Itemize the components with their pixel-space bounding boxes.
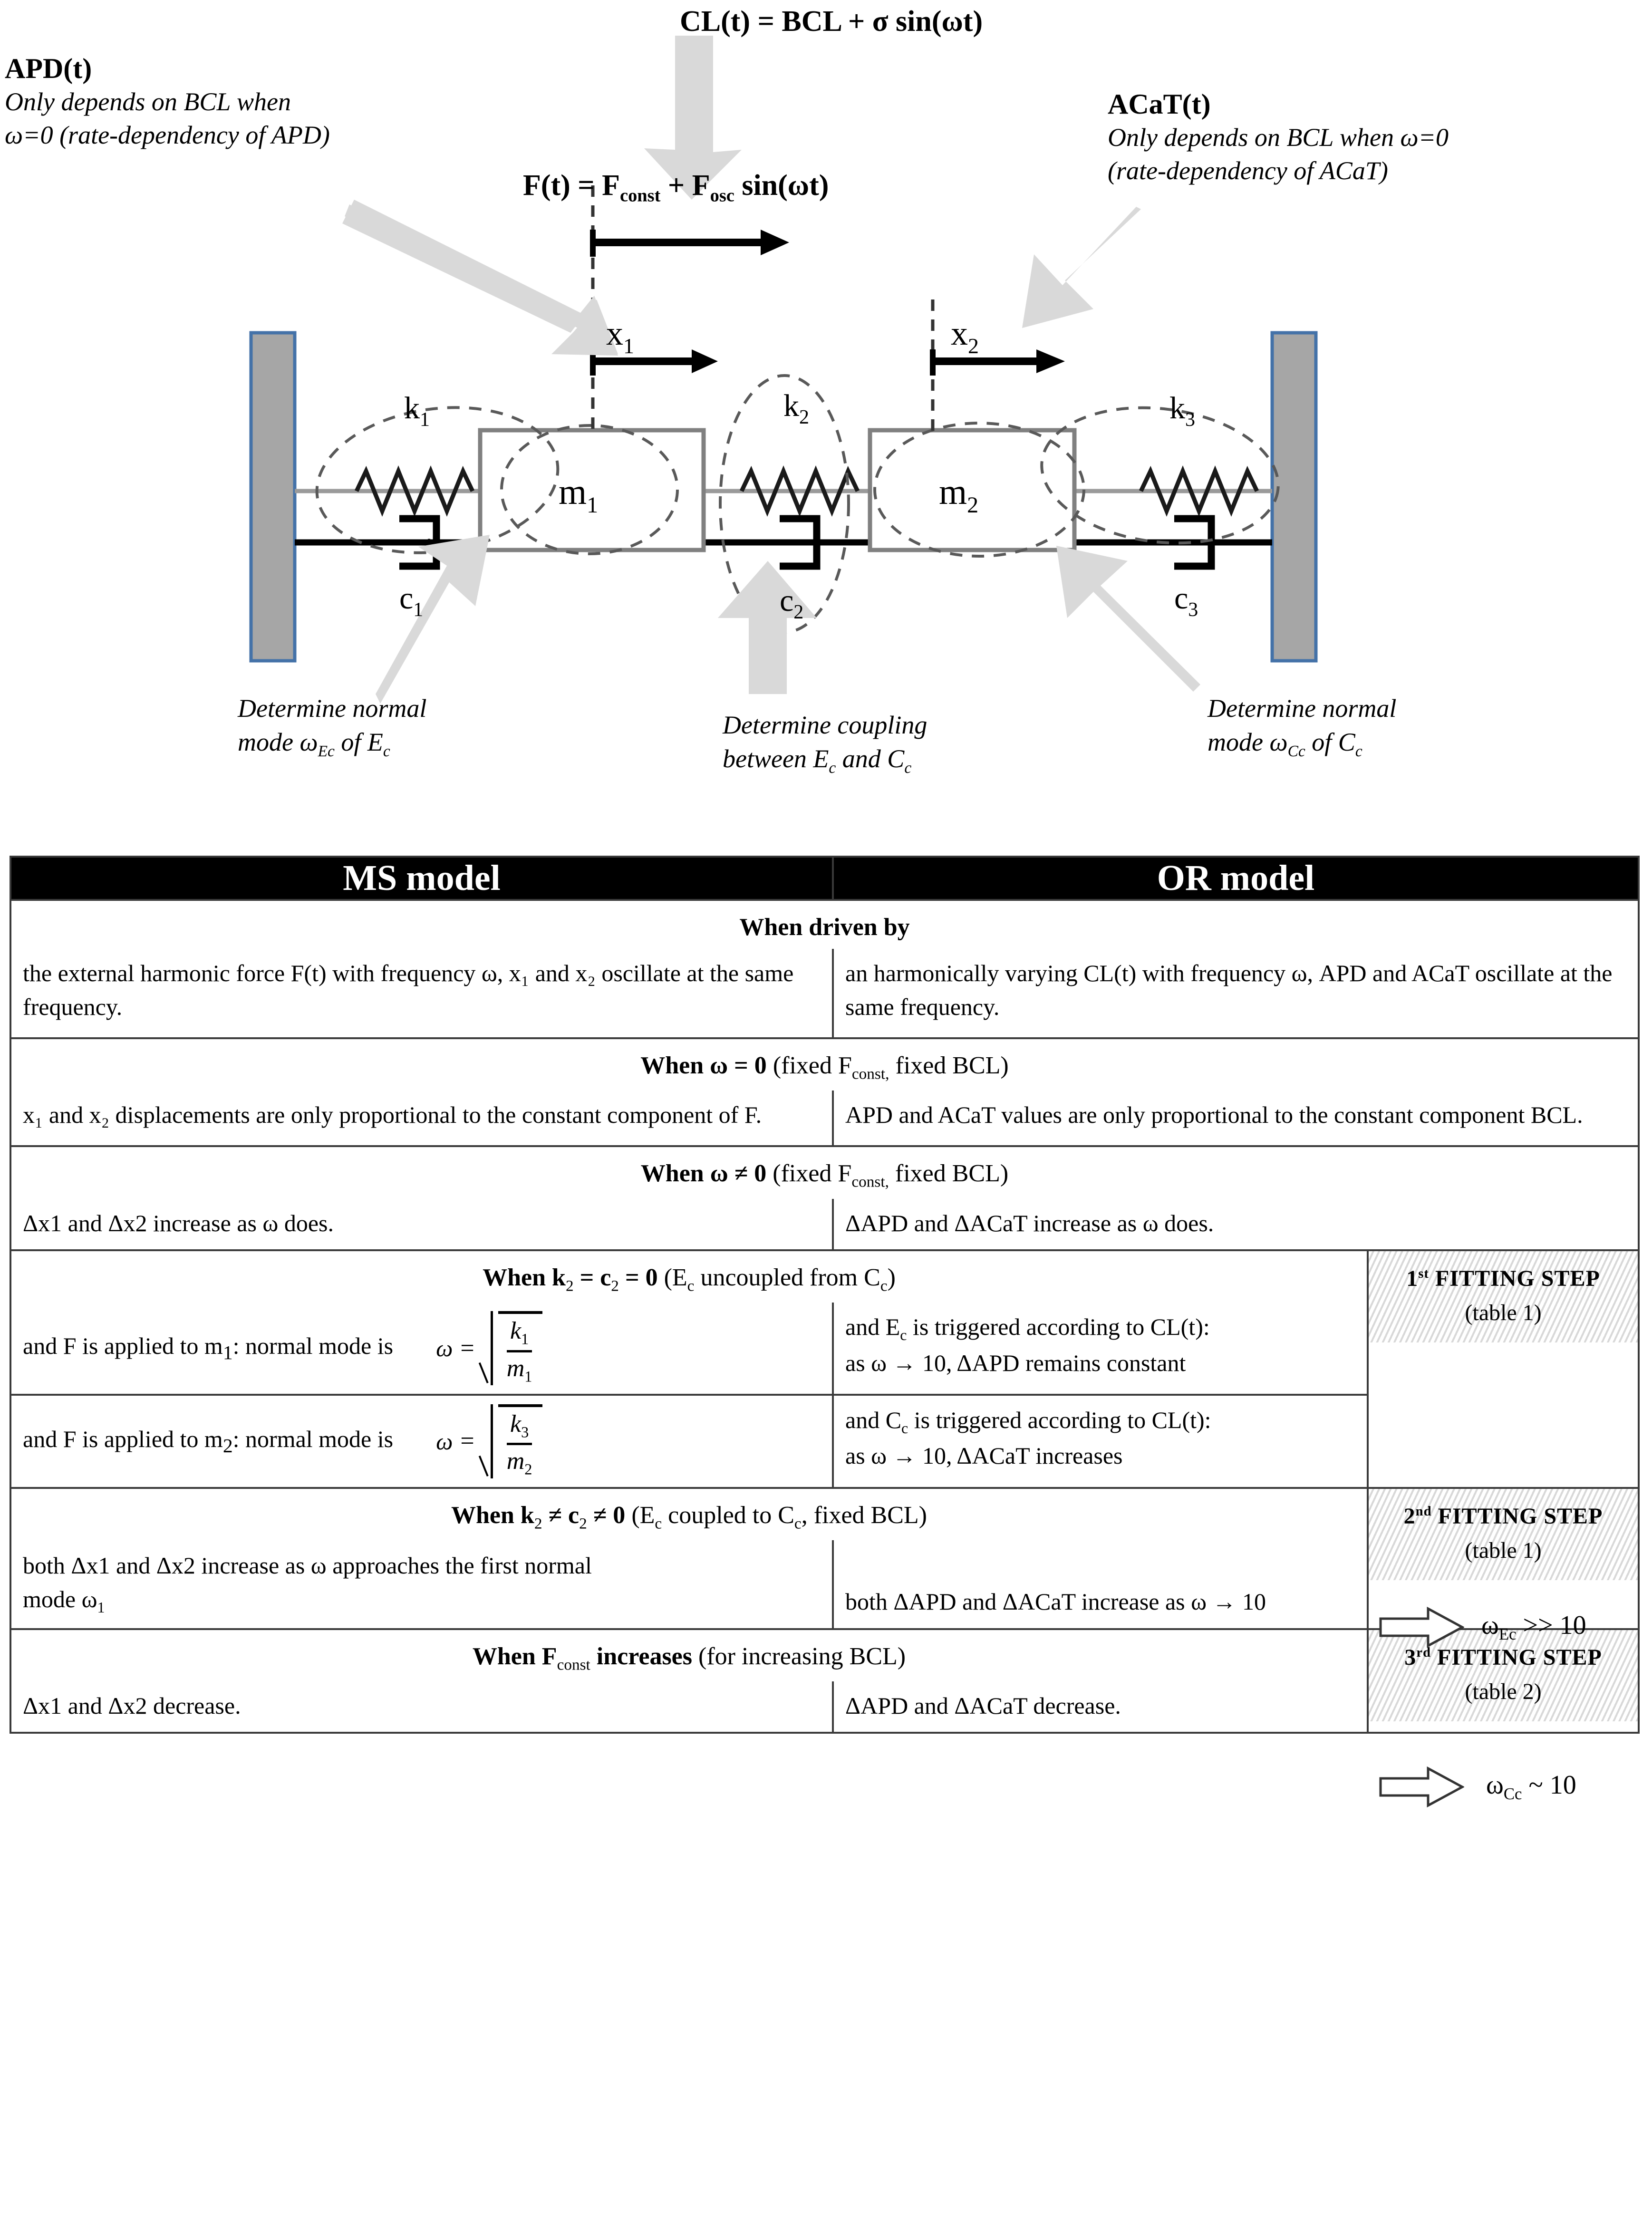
cell-third-fit-ms: Δx1 and Δx2 decrease. — [23, 1692, 241, 1719]
sfs-sub3: c — [655, 1515, 662, 1533]
sff-sub1: 2 — [565, 1277, 574, 1295]
sff-c: = 0 — [618, 1264, 664, 1291]
ff-ms2-b: : normal mode is — [232, 1425, 394, 1452]
conclusion-omega-Cc — [1379, 1766, 1576, 1807]
ff-or2-b: is triggered according to CL(t): — [908, 1406, 1211, 1433]
cell-first-fit-ms-2 — [11, 1396, 832, 1487]
caption-mid-line2a: between E — [723, 744, 829, 773]
header-or-model: OR model — [833, 857, 1639, 900]
cell-driven-ms: the external harmonic force F(t) with frequency ω, x₁ and x₂ oscillate at the same frequency. — [23, 960, 794, 1020]
ff-or1-line2: as ω → 10, ΔAPD remains constant — [845, 1349, 1186, 1376]
badge-1-num: 1 — [1406, 1265, 1419, 1291]
table-row — [10, 1250, 1639, 1303]
caption-right-sub2: c — [1355, 743, 1362, 761]
formula2-den-sub: 2 — [524, 1460, 532, 1478]
caption-right-normal-mode — [1208, 692, 1396, 762]
section-omega-nonzero-sub: const, — [851, 1173, 889, 1191]
callout-arrow-apd — [342, 200, 618, 356]
label-c1: $c_1$ — [399, 581, 424, 621]
sfs-e: coupled to C — [662, 1501, 794, 1529]
formula-omega-k1-m1: ω = $\frac{k_1}{m_1}$ — [436, 1311, 542, 1385]
sff-d: (E — [664, 1264, 687, 1291]
sf-ms-line2a: mode ω — [23, 1586, 97, 1613]
table-row — [10, 1199, 1639, 1250]
stf-c: (for increasing BCL) — [698, 1642, 906, 1670]
table-row — [10, 1038, 1639, 1091]
formula1-omega: ω — [436, 1335, 453, 1362]
section-second-fitting — [11, 1489, 1367, 1540]
sff-sub4: c — [880, 1277, 888, 1295]
concl2-rest: ~ 10 — [1522, 1770, 1576, 1800]
cell-third-fit-or: ΔAPD and ΔACaT decrease. — [845, 1692, 1121, 1719]
caption-mid-line1: Determine coupling — [723, 711, 927, 739]
stf-sub: const — [557, 1655, 590, 1673]
caption-right-line1: Determine normal — [1208, 694, 1397, 723]
caption-left-line2a: mode ω — [238, 728, 318, 757]
sfs-sub4: c — [794, 1515, 802, 1533]
table-row — [10, 900, 1639, 949]
cell-first-fit-ms-1 — [11, 1303, 832, 1394]
cell-omega-zero-ms: x₁ and x₂ displacements are only proportional to the constant component of F. — [23, 1101, 762, 1129]
badge-first-fitting-step — [1369, 1251, 1638, 1342]
cell-second-fit-or: both ΔAPD and ΔACaT increase as ω → 10 — [845, 1588, 1266, 1615]
sf-ms-line1: both Δx1 and Δx2 increase as ω approaches the first normal — [23, 1552, 592, 1579]
acat-annotation-line1: Only depends on BCL when ω=0 — [1108, 123, 1449, 152]
label-c3: $c_3$ — [1174, 581, 1198, 621]
section-omega-nonzero — [11, 1147, 1638, 1198]
ff-or2-a: and C — [845, 1406, 902, 1433]
section-when-driven-by: When driven by — [739, 914, 910, 941]
formula1-num: k — [510, 1317, 522, 1345]
section-omega-zero-c: fixed BCL) — [889, 1052, 1009, 1079]
section-first-fitting — [11, 1251, 1367, 1303]
right-wall — [1272, 333, 1316, 661]
caption-left-line1: Determine normal — [238, 694, 427, 723]
sff-sub3: c — [687, 1277, 695, 1295]
caption-left-sub1: Ec — [318, 743, 335, 761]
sff-b: = c — [573, 1264, 611, 1291]
caption-mid-line2b: and C — [836, 744, 905, 773]
formula2-num: k — [510, 1410, 522, 1438]
badge-3-subtitle: (table 2) — [1465, 1679, 1542, 1704]
cell-first-fit-or-1 — [834, 1303, 1367, 1387]
ff-or1-b: is triggered according to CL(t): — [907, 1313, 1210, 1341]
sf-ms-line2-sub: 1 — [97, 1599, 105, 1616]
header-ms-model: MS model — [10, 857, 833, 900]
cell-omega-nonzero-ms: Δx1 and Δx2 increase as ω does. — [23, 1209, 334, 1236]
stf-a: When F — [472, 1642, 557, 1670]
sfs-d: (E — [631, 1501, 655, 1529]
caption-right-line2a: mode ω — [1208, 728, 1288, 757]
ff-or1-a: and E — [845, 1313, 900, 1341]
formula-omega-k3-m2: ω = $\frac{k_3}{m_2}$ — [436, 1404, 542, 1478]
section-third-fitting — [11, 1630, 1367, 1681]
formula2-num-sub: 3 — [521, 1423, 529, 1441]
label-m1: $m_1$ — [559, 472, 599, 518]
concl1-rest: >> 10 — [1516, 1611, 1586, 1641]
f-equation-p2: + F — [660, 169, 710, 202]
formula2-den: m — [506, 1448, 525, 1475]
sff-sub2: 2 — [611, 1277, 619, 1295]
label-k3: $k_3$ — [1169, 391, 1195, 431]
mechanical-analogy-diagram — [0, 0, 1652, 851]
label-c2: $c_2$ — [780, 583, 804, 623]
badge-1-subtitle: (table 1) — [1465, 1300, 1542, 1325]
concl2-sub: Cc — [1503, 1785, 1522, 1804]
table-row — [10, 1488, 1639, 1540]
badge-3-num: 3 — [1404, 1644, 1417, 1670]
formula1-den-sub: 1 — [524, 1367, 532, 1385]
sfs-f: , fixed BCL) — [801, 1501, 927, 1529]
sfs-c: ≠ 0 — [587, 1501, 632, 1529]
caption-left-line2b: of E — [334, 728, 383, 757]
sff-f: ) — [887, 1264, 896, 1291]
callout-arrow-acat — [1022, 207, 1141, 328]
ff-ms2-a: and F is applied to m — [23, 1425, 223, 1452]
caption-right-line2b: of C — [1305, 728, 1355, 757]
caption-mid-sub2: c — [904, 759, 912, 777]
badge-second-fitting-step — [1369, 1489, 1638, 1580]
sfs-sub2: 2 — [579, 1515, 587, 1533]
label-m2: $m_2$ — [939, 472, 979, 518]
cell-driven-or: an harmonically varying CL(t) with frequency ω, APD and ACaT oscillate at the same frequency. — [845, 960, 1613, 1020]
caption-left-normal-mode — [238, 692, 426, 762]
caption-left-sub2: c — [383, 743, 390, 761]
f-equation — [523, 169, 829, 206]
ff-ms2-sub: 2 — [222, 1435, 233, 1457]
f-equation-p3: sin(ωt) — [734, 169, 829, 202]
ff-or2-line2: as ω → 10, ΔACaT increases — [845, 1442, 1123, 1469]
badge-2-sup: nd — [1415, 1503, 1432, 1519]
ms-vs-or-model-table — [10, 856, 1640, 1734]
left-wall — [251, 333, 295, 661]
badge-2-num: 2 — [1403, 1503, 1416, 1529]
badge-1-sup: st — [1418, 1265, 1430, 1281]
hollow-right-arrow-icon — [1379, 1607, 1464, 1648]
section-omega-zero-b: (fixed F — [773, 1052, 852, 1079]
apd-annotation-line2: ω=0 (rate-dependency of APD) — [5, 121, 330, 150]
caption-right-sub1: Cc — [1287, 743, 1305, 761]
ff-ms1-b: : normal mode is — [232, 1332, 394, 1360]
acat-annotation-title: ACaT(t) — [1108, 88, 1211, 120]
cell-first-fit-or-2 — [834, 1396, 1367, 1480]
badge-3-text: FITTING STEP — [1431, 1644, 1602, 1670]
formula1-num-sub: 1 — [521, 1330, 529, 1348]
section-omega-nonzero-a: When ω ≠ 0 — [640, 1160, 773, 1187]
formula1-den: m — [506, 1354, 525, 1382]
sfs-b: ≠ c — [542, 1501, 580, 1529]
cell-omega-zero-or: APD and ACaT values are only proportional to the constant component BCL. — [845, 1101, 1583, 1129]
stf-b: increases — [590, 1642, 699, 1670]
section-omega-zero-sub: const, — [851, 1065, 889, 1083]
ff-ms1-a: and F is applied to m — [23, 1332, 223, 1360]
apd-annotation-title: APD(t) — [5, 53, 92, 84]
sff-a: When k — [483, 1264, 566, 1291]
sfs-a: When k — [451, 1501, 534, 1529]
badge-1-title — [1373, 1262, 1633, 1296]
ff-or1-sub: c — [900, 1326, 907, 1344]
label-x1: $x_1$ — [606, 314, 634, 358]
table-row — [10, 1091, 1639, 1146]
mass-m1-box — [480, 430, 704, 550]
conclusion-omega-Ec — [1379, 1607, 1586, 1648]
badge-2-text: FITTING STEP — [1431, 1503, 1603, 1529]
f-equation-sub2: osc — [710, 185, 734, 206]
hollow-right-arrow-icon — [1379, 1766, 1464, 1807]
f-equation-sub1: const — [620, 185, 661, 206]
section-omega-nonzero-c: fixed BCL) — [889, 1160, 1009, 1187]
f-equation-p1: F(t) = F — [523, 169, 620, 202]
section-omega-zero — [11, 1039, 1638, 1091]
caption-mid-coupling — [723, 708, 927, 779]
ff-or2-sub: c — [901, 1419, 908, 1437]
cell-omega-nonzero-or: ΔAPD and ΔACaT increase as ω does. — [845, 1209, 1214, 1236]
sff-e: uncoupled from C — [694, 1264, 880, 1291]
table-row — [10, 1146, 1639, 1198]
cell-second-fit-ms — [11, 1540, 832, 1628]
ff-ms1-sub: 1 — [222, 1342, 233, 1364]
x2-arrow — [933, 349, 1065, 376]
label-x2: $x_2$ — [951, 314, 979, 358]
badge-1-text: FITTING STEP — [1429, 1265, 1600, 1291]
caption-mid-sub1: c — [829, 759, 836, 777]
force-arrow — [593, 230, 789, 257]
callout-arrow-left-caption — [376, 535, 490, 704]
label-k2: $k_2$ — [783, 388, 809, 428]
section-omega-nonzero-b: (fixed F — [773, 1160, 852, 1187]
concl1-sub: Ec — [1498, 1625, 1517, 1644]
label-k1: $k_1$ — [404, 391, 430, 431]
cl-equation: CL(t) = BCL + σ sin(ωt) — [680, 5, 983, 38]
table-header-row — [10, 857, 1639, 900]
apd-annotation-line1: Only depends on BCL when — [5, 87, 291, 116]
sfs-sub1: 2 — [534, 1515, 542, 1533]
acat-annotation-line2: (rate-dependency of ACaT) — [1108, 156, 1388, 185]
badge-3-sup: rd — [1416, 1644, 1431, 1660]
badge-2-subtitle: (table 1) — [1465, 1537, 1542, 1563]
acat-annotation — [1108, 88, 1621, 187]
table-row — [10, 949, 1639, 1038]
badge-2-title — [1373, 1499, 1633, 1534]
concl2-omega: ω — [1486, 1770, 1504, 1800]
formula2-omega: ω — [436, 1428, 453, 1455]
concl1-omega: ω — [1481, 1611, 1499, 1641]
apd-annotation — [5, 52, 509, 152]
section-omega-zero-a: When ω = 0 — [640, 1052, 773, 1079]
